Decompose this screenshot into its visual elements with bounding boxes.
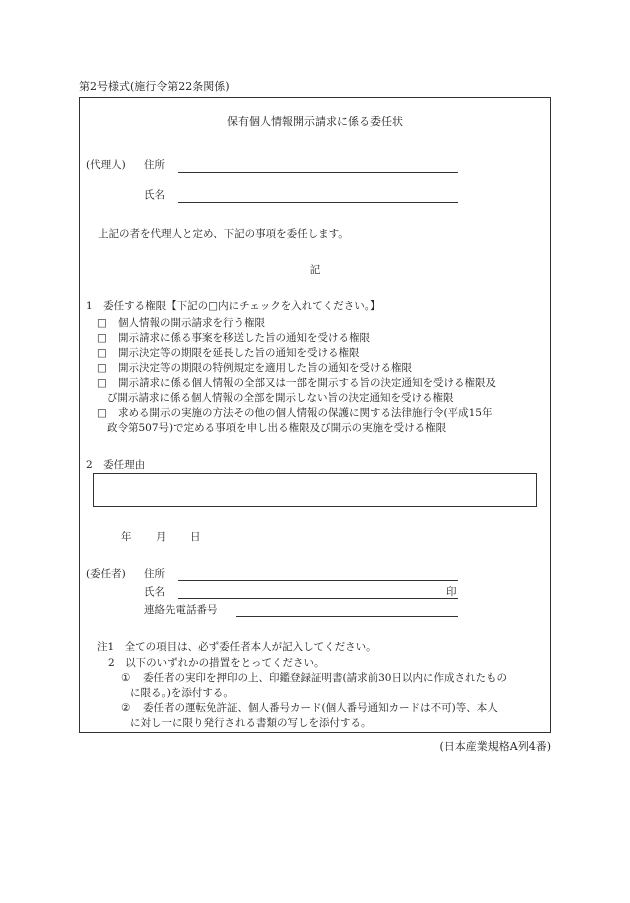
reason-input-box[interactable]	[93, 473, 537, 507]
checkbox[interactable]: □	[97, 347, 107, 359]
authority-text: 個人情報の開示請求を行う権限	[118, 317, 265, 329]
principal-label: (委任者)	[86, 568, 126, 580]
date-year: 年	[121, 531, 132, 543]
authority-text: 開示請求に係る事案を移送した旨の通知を受ける権限	[118, 332, 370, 344]
note-sub2-text-cont: に対し一に限り発行される書類の写しを添付する。	[130, 717, 372, 729]
paper-size-note: (日本産業規格A列4番)	[439, 740, 551, 753]
principal-address-field[interactable]	[178, 580, 458, 581]
note-sub2-text: 委任者の運転免許証、個人番号カード(個人番号通知カードは不可)等、本人	[143, 702, 498, 714]
authority-text-cont: び開示請求に係る個人情報の全部を開示しない旨の決定通知を受ける権限	[107, 392, 454, 404]
authority-text: 開示決定等の期限を延長した旨の通知を受ける権限	[118, 347, 360, 359]
date-month: 月	[156, 531, 167, 543]
authority-item	[97, 362, 412, 375]
authority-item	[97, 377, 496, 390]
authority-item	[97, 332, 370, 345]
document-title: 保有個人情報開示請求に係る委任状	[227, 115, 403, 128]
principal-name-field[interactable]	[178, 598, 458, 599]
note-sub2-number: ②	[121, 702, 131, 714]
authority-text: 開示請求に係る個人情報の全部又は一部を開示する旨の決定通知を受ける権限及	[118, 377, 496, 389]
form-number: 第2号様式(施行令第22条関係)	[79, 80, 230, 93]
agent-name-field[interactable]	[178, 202, 458, 203]
checkbox[interactable]: □	[97, 407, 107, 419]
checkbox[interactable]: □	[97, 332, 107, 344]
seal-mark: 印	[446, 586, 457, 598]
delegation-statement: 上記の者を代理人と定め、下記の事項を委任します。	[98, 228, 349, 240]
note-1: 注1 全ての項目は、必ず委任者本人が記入してください。	[97, 641, 377, 653]
principal-phone-field[interactable]	[236, 616, 458, 617]
date-day: 日	[190, 531, 201, 543]
ki-heading: 記	[309, 264, 321, 276]
agent-name-label: 氏名	[144, 189, 165, 201]
authority-text: 求める開示の実施の方法その他の個人情報の保護に関する法律施行令(平成15年	[118, 407, 493, 419]
note-2: 2 以下のいずれかの措置をとってください。	[108, 657, 325, 669]
authority-text: 開示決定等の期限の特例規定を適用した旨の通知を受ける権限	[118, 362, 412, 374]
section1-heading: 1 委任する権限【下記の□内にチェックを入れてください。】	[86, 300, 381, 312]
authority-item	[97, 347, 360, 360]
authority-item	[97, 407, 492, 420]
authority-item	[97, 317, 265, 330]
principal-phone-label: 連絡先電話番号	[144, 604, 218, 616]
agent-address-label: 住所	[144, 159, 165, 171]
checkbox[interactable]: □	[97, 362, 107, 374]
note-sub1-text: 委任者の実印を押印の上、印鑑登録証明書(請求前30日以内に作成されたもの	[143, 672, 507, 684]
agent-label: (代理人)	[86, 159, 126, 171]
section2-heading: 2 委任理由	[86, 459, 146, 471]
note-sub1-number: ①	[121, 672, 131, 684]
principal-address-label: 住所	[144, 568, 165, 580]
note-sub1-text-cont: に限る。)を添付する。	[130, 687, 234, 699]
checkbox[interactable]: □	[97, 377, 107, 389]
checkbox[interactable]: □	[97, 317, 107, 329]
principal-name-label: 氏名	[144, 586, 165, 598]
agent-address-field[interactable]	[178, 172, 458, 173]
authority-text-cont: 政令第507号)で定める事項を申し出る権限及び開示の実施を受ける権限	[107, 422, 447, 434]
